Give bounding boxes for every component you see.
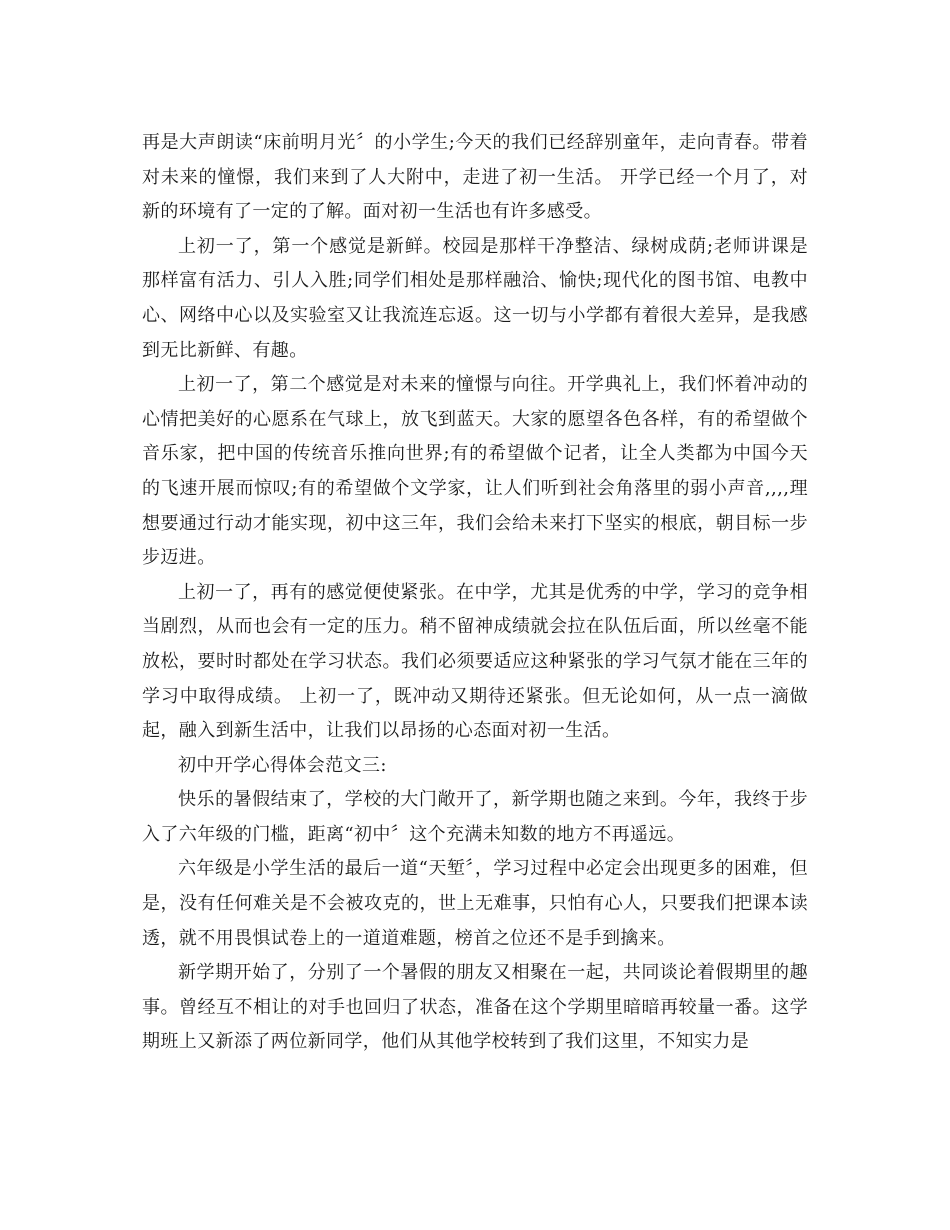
paragraph-4: 上初一了，再有的感觉便使紧张。在中学，尤其是优秀的中学，学习的竞争相当剧烈，从而也会有一定的压力。稍不留神成绩就会拉在队伍后面，所以丝毫不能放松，要时时都处在学习状态。我们必须要适应这种紧张的学习气氛才能在三年的学习中取得成绩。 上初一了，既冲动又期待还紧张。但无论如何，从一点一滴做起，融入到新生活中，让我们以昂扬的心态面对初一生活。 — [142, 581, 808, 742]
paragraph-3: 上初一了，第二个感觉是对未来的憧憬与向往。开学典礼上，我们怀着冲动的心情把美好的心愿系在气球上，放飞到蓝天。大家的愿望各色各样，有的希望做个音乐家，把中国的传统音乐推向世界;有的希望做个记者，让全人类都为中国今天的飞速开展而惊叹;有的希望做个文学家，让人们听到社会角落里的弱小声音,,,,理想要通过行动才能实现，初中这三年，我们会给未来打下坚实的根底，朝目标一步步迈进。 — [142, 374, 808, 569]
paragraph-5: 快乐的暑假结束了，学校的大门敞开了，新学期也随之来到。今年，我终于步入了六年级的门槛，距离“初中〞这个充满未知数的地方不再遥远。 — [142, 789, 808, 845]
paragraph-2: 上初一了，第一个感觉是新鲜。校园是那样干净整洁、绿树成荫;老师讲课是那样富有活力、引人入胜;同学们相处是那样融洽、愉快;现代化的图书馆、电教中心、网络中心以及实验室又让我流连忘返。这一切与小学都有着很大差异，是我感到无比新鲜、有趣。 — [142, 235, 808, 361]
section-heading: 初中开学心得体会范文三: — [178, 754, 387, 776]
paragraph-1: 再是大声朗读“床前明月光〞的小学生;今天的我们已经辞别童年，走向青春。带着对未来的憧憬，我们来到了人大附中，走进了初一生活。 开学已经一个月了，对新的环境有了一定的了解。面对初一生活也有许多感受。 — [142, 132, 808, 223]
document-body — [142, 126, 808, 1060]
paragraph-7: 新学期开始了，分别了一个暑假的朋友又相聚在一起，共同谈论着假期里的趣事。曾经互不相让的对手也回归了状态，准备在这个学期里暗暗再较量一番。这学期班上又新添了两位新同学，他们从其他学校转到了我们这里，不知实力是 — [142, 962, 808, 1053]
paragraph-6: 六年级是小学生活的最后一道“天堑〞，学习过程中必定会出现更多的困难，但是，没有任何难关是不会被攻克的，世上无难事，只怕有心人，只要我们把课本读透，就不用畏惧试卷上的一道道难题，榜首之位还不是手到擒来。 — [142, 858, 808, 949]
